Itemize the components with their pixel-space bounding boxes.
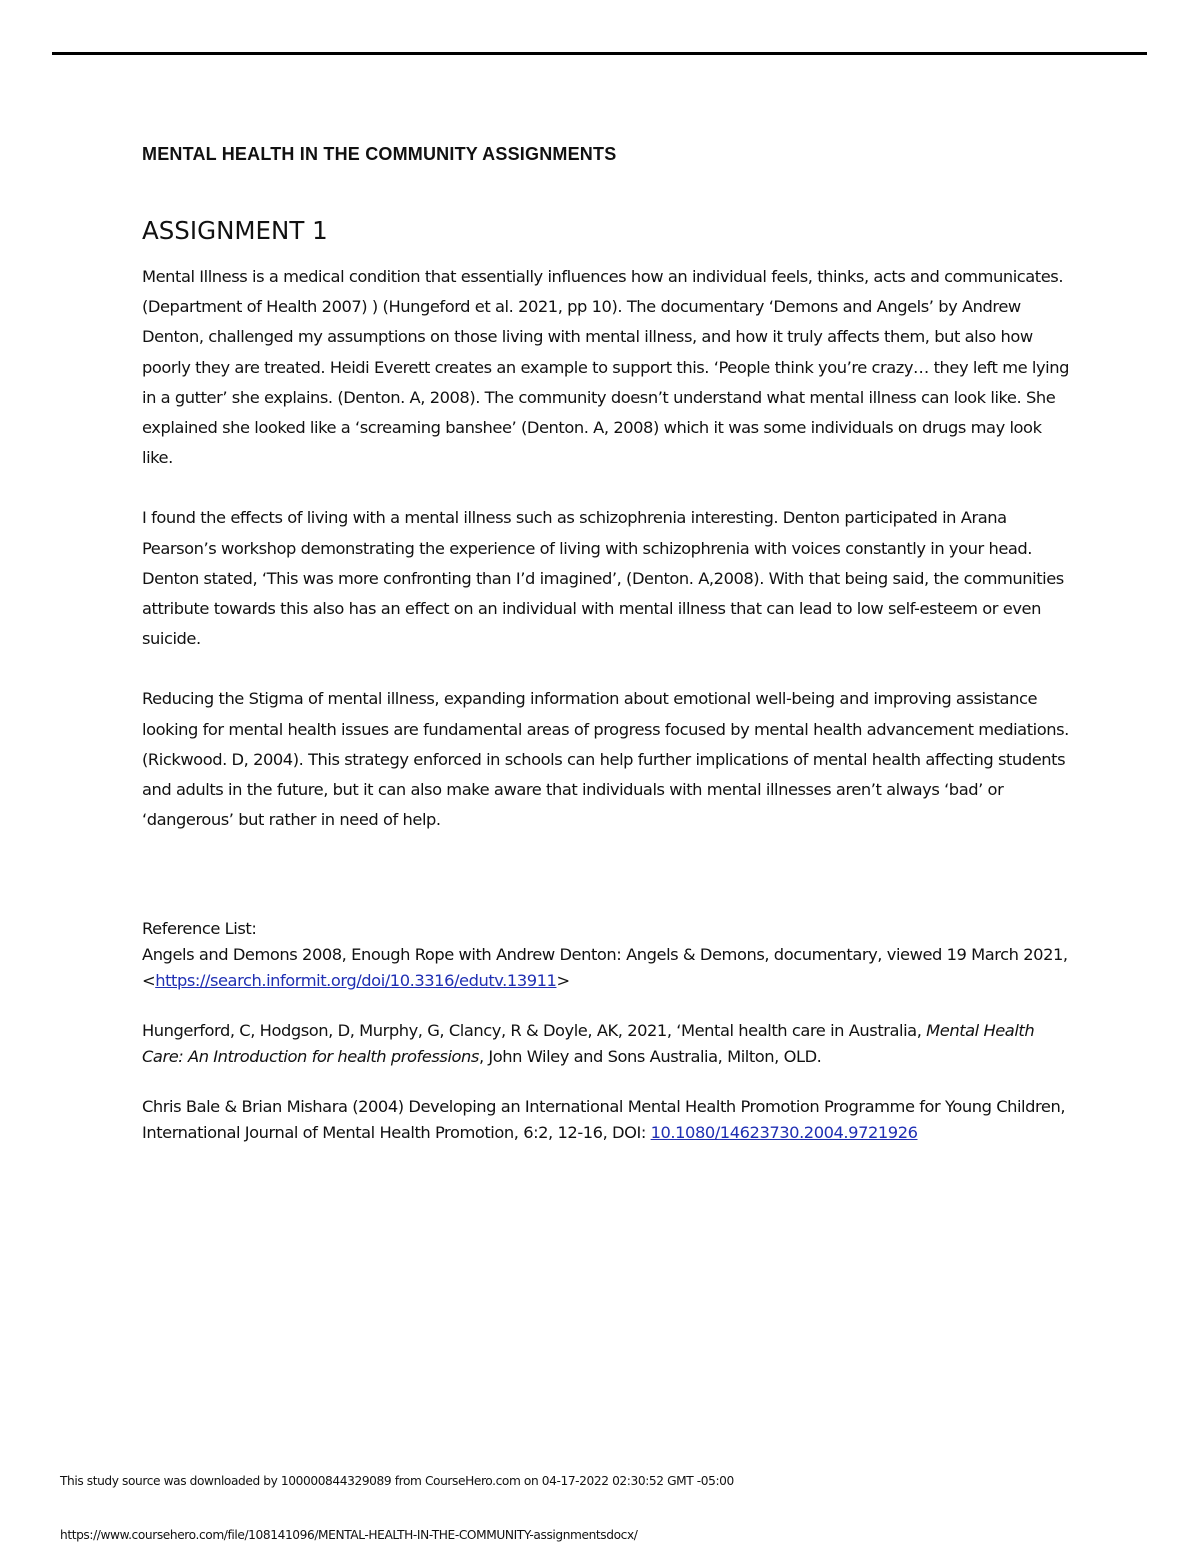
paragraph-2: I found the effects of living with a mental illness such as schizophrenia interesting. Denton participated in Arana Pearson’s workshop demonstrating the experience of living with schizophrenia with voices constantly in your head. Denton stated, ‘This was more confronting than I’d imagined’, (Denton. A,2008). With that being said, the communities attribute towards this also has an effect on an individual with mental illness that can lead to low self-esteem or even suicide. bbox=[142, 508, 1064, 649]
top-horizontal-rule bbox=[52, 52, 1147, 55]
reference-2-publisher: , John Wiley and Sons Australia, Milton, OLD. bbox=[478, 1047, 822, 1066]
download-source-note: This study source was downloaded by 100000844329089 from CourseHero.com on 04-17-2022 02:30:52 GMT -05:00 bbox=[60, 1474, 734, 1488]
footer-url[interactable]: https://www.coursehero.com/file/108141096/MENTAL-HEALTH-IN-THE-COMMUNITY-assignmentsdocx/ bbox=[60, 1528, 638, 1542]
paragraph-1: Mental Illness is a medical condition that essentially influences how an individual feels, thinks, acts and communicates. (Department of Health 2007) ) (Hungeford et al. 2021, pp 10). The documentary ‘Demons and Angels’ by Andrew Denton, challenged my assumptions on those living with mental illness, and how it truly affects them, but also how poorly they are treated. Heidi Everett creates an example to support this. ‘People think you’re crazy… they left me lying in a gutter’ she explains. (Denton. A, 2008). The community doesn’t understand what mental illness can look like. She explained she looked like a ‘screaming banshee’ (Denton. A, 2008) which it was some individuals on drugs may look like. bbox=[142, 267, 1069, 468]
document-body bbox=[142, 140, 1072, 865]
reference-1-text: Angels and Demons 2008, Enough Rope with Andrew Denton: Angels & Demons, documentary, viewed 19 March 2021, < bbox=[142, 945, 1068, 990]
reference-3-doi-link[interactable]: 10.1080/14623730.2004.9721926 bbox=[650, 1123, 918, 1142]
reference-2-italic-title: Mental Health Care: An Introduction for health professions bbox=[142, 1021, 1035, 1066]
paragraph-3: Reducing the Stigma of mental illness, expanding information about emotional well-being and improving assistance looking for mental health issues are fundamental areas of progress focused by mental health advancement mediations. (Rickwood. D, 2004). This strategy enforced in schools can help further implications of mental health affecting students and adults in the future, but it can also make aware that individuals with mental illnesses aren’t always ‘bad’ or ‘dangerous’ but rather in need of help. bbox=[142, 689, 1069, 830]
reference-list bbox=[142, 916, 1072, 1170]
reference-list-heading: Reference List: bbox=[142, 919, 257, 938]
reference-item-3 bbox=[142, 1094, 1072, 1146]
reference-item-2 bbox=[142, 1018, 1072, 1070]
reference-1-close: > bbox=[556, 971, 570, 990]
document-title: MENTAL HEALTH IN THE COMMUNITY ASSIGNMENTS bbox=[142, 144, 617, 164]
assignment-heading: ASSIGNMENT 1 bbox=[142, 216, 328, 245]
reference-2-text: Hungerford, C, Hodgson, D, Murphy, G, Clancy, R & Doyle, AK, 2021, ‘Mental health care in Australia, bbox=[142, 1021, 927, 1040]
reference-item-1 bbox=[142, 942, 1072, 994]
reference-1-link[interactable]: https://search.informit.org/doi/10.3316/edutv.13911 bbox=[155, 971, 557, 990]
reference-3-text: Chris Bale & Brian Mishara (2004) Developing an International Mental Health Promotion Programme for Young Children, International Journal of Mental Health Promotion, 6:2, 12-16, DOI: bbox=[142, 1097, 1066, 1142]
